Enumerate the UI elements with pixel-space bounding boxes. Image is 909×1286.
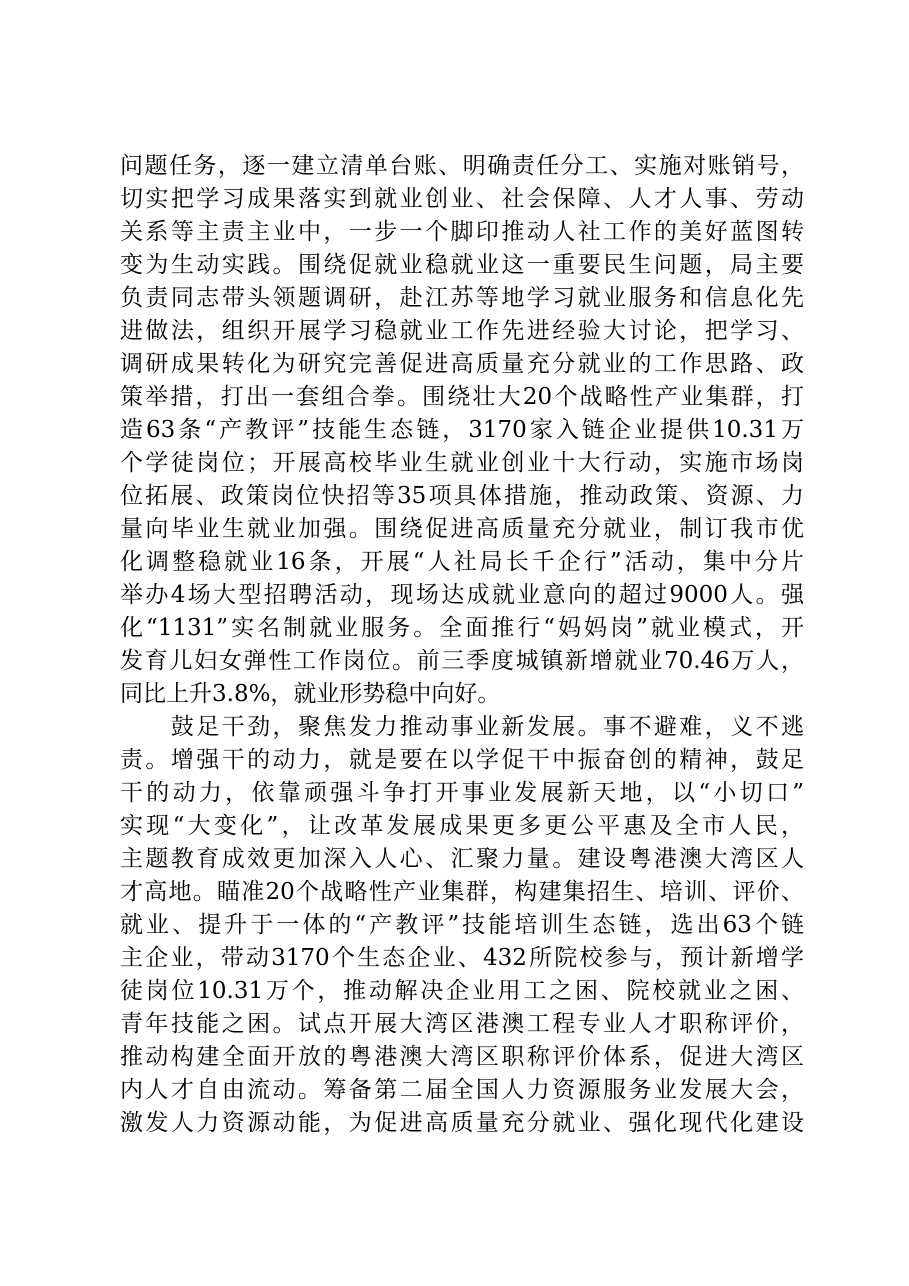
text-line: 化“1131”实名制就业服务。全面推行“妈妈岗”就业模式，开 [120,615,804,641]
text-line: 造63条“产教评”技能生态链，3170家入链企业提供10.31万 [120,417,804,443]
text-line: 个学徒岗位；开展高校毕业生就业创业十大行动，实施市场岗 [120,450,804,476]
text-line: 问题任务，逐一建立清单台账、明确责任分工、实施对账销号， [120,153,804,179]
text-line: 举办4场大型招聘活动，现场达成就业意向的超过9000人。强 [120,582,804,608]
text-line: 发育儿妇女弹性工作岗位。前三季度城镇新增就业70.46万人， [120,648,804,674]
text-line: 实现“大变化”，让改革发展成果更多更公平惠及全市人民， [120,813,804,839]
text-line: 干的动力，依靠顽强斗争打开事业发展新天地，以“小切口” [120,780,804,806]
text-line: 激发人力资源动能，为促进高质量充分就业、强化现代化建设 [120,1110,804,1136]
text-line: 切实把学习成果落实到就业创业、社会保障、人才人事、劳动 [120,186,804,212]
text-line: 关系等主责主业中，一步一个脚印推动人社工作的美好蓝图转 [120,219,804,245]
text-line: 变为生动实践。围绕促就业稳就业这一重要民生问题，局主要 [120,252,804,278]
text-line: 责。增强干的动力，就是要在以学促干中振奋创的精神，鼓足 [120,747,804,773]
text-line: 进做法，组织开展学习稳就业工作先进经验大讨论，把学习、 [120,318,804,344]
text-line: 主企业，带动3170个生态企业、432所院校参与，预计新增学 [120,945,804,971]
text-line: 化调整稳就业16条，开展“人社局长千企行”活动，集中分片 [120,549,804,575]
text-line: 就业、提升于一体的“产教评”技能培训生态链，选出63个链 [120,912,804,938]
text-line: 推动构建全面开放的粤港澳大湾区职称评价体系，促进大湾区 [120,1044,804,1070]
text-line: 徒岗位10.31万个，推动解决企业用工之困、院校就业之困、 [120,978,804,1004]
text-line: 位拓展、政策岗位快招等35项具体措施，推动政策、资源、力 [120,483,804,509]
body-text [120,150,804,1140]
text-line: 同比上升3.8%，就业形势稳中向好。 [120,681,501,707]
text-line: 鼓足干劲，聚焦发力推动事业新发展。事不避难，义不逃 [120,714,804,740]
paragraph-1 [120,150,804,711]
text-line: 青年技能之困。试点开展大湾区港澳工程专业人才职称评价， [120,1011,804,1037]
text-line: 内人才自由流动。筹备第二届全国人力资源服务业发展大会， [120,1077,804,1103]
text-line: 调研成果转化为研究完善促进高质量充分就业的工作思路、政 [120,351,804,377]
text-line: 策举措，打出一套组合拳。围绕壮大20个战略性产业集群，打 [120,384,804,410]
paragraph-2 [120,711,804,1140]
text-line: 才高地。瞄准20个战略性产业集群，构建集招生、培训、评价、 [120,879,804,905]
text-line: 主题教育成效更加深入人心、汇聚力量。建设粤港澳大湾区人 [120,846,804,872]
text-line: 负责同志带头领题调研，赴江苏等地学习就业服务和信息化先 [120,285,804,311]
text-line: 量向毕业生就业加强。围绕促进高质量充分就业，制订我市优 [120,516,804,542]
